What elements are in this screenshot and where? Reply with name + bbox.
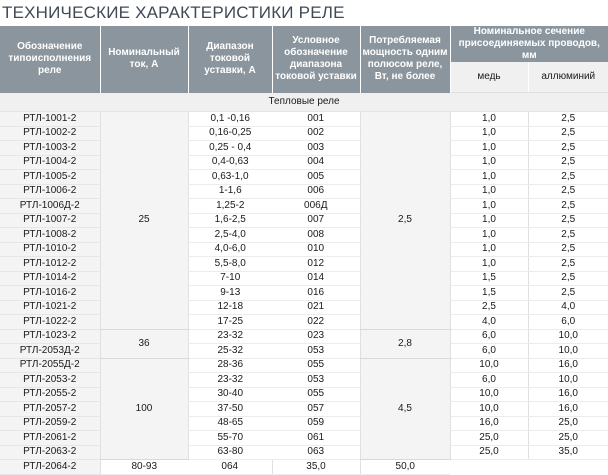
header-current-range: Диапазон токовой уставки, А (188, 26, 272, 93)
cell-aluminum: 2,5 (528, 184, 608, 199)
cell-current-range: 9-13 (188, 286, 272, 301)
cell-aluminum: 50,0 (360, 460, 450, 475)
cell-model: РТЛ-2053-2 (0, 373, 100, 388)
cell-copper: 10,0 (450, 402, 528, 417)
table-row (0, 445, 608, 460)
cell-copper: 6,0 (450, 373, 528, 388)
cell-model: РТЛ-1007-2 (0, 213, 100, 228)
cell-copper: 2,5 (450, 300, 528, 315)
cell-aluminum: 2,5 (528, 257, 608, 272)
cell-aluminum: 2,5 (528, 228, 608, 243)
cell-range-code: 010 (272, 242, 360, 257)
cell-range-code: 007 (272, 213, 360, 228)
table-row (0, 358, 608, 373)
header-aluminum: аллюминий (528, 62, 608, 93)
cell-aluminum: 16,0 (528, 402, 608, 417)
cell-copper: 1,0 (450, 184, 528, 199)
cell-range-code: 021 (272, 300, 360, 315)
cell-range-code: 005 (272, 170, 360, 185)
cell-model: РТЛ-1016-2 (0, 286, 100, 301)
cell-model: РТЛ-1008-2 (0, 228, 100, 243)
cell-current-range: 1-1,6 (188, 184, 272, 199)
table-row (0, 228, 608, 243)
cell-copper: 25,0 (450, 445, 528, 460)
cell-model: РТЛ-2061-2 (0, 431, 100, 446)
cell-current-range: 28-36 (188, 358, 272, 373)
cell-copper: 35,0 (272, 460, 360, 475)
cell-range-code: 003 (272, 141, 360, 156)
cell-range-code: 008 (272, 228, 360, 243)
cell-current-range: 4,0-6,0 (188, 242, 272, 257)
cell-aluminum: 25,0 (528, 431, 608, 446)
table-row (0, 184, 608, 199)
cell-model: РТЛ-1002-2 (0, 126, 100, 141)
header-nominal-current: Номинальный ток, А (100, 26, 188, 93)
table-row (0, 329, 608, 344)
cell-range-code: 022 (272, 315, 360, 330)
cell-copper: 1,0 (450, 170, 528, 185)
cell-power: 2,5 (360, 112, 450, 330)
cell-range-code: 053 (272, 373, 360, 388)
cell-model: РТЛ-2064-2 (0, 460, 100, 475)
cell-copper: 1,0 (450, 155, 528, 170)
table-row (0, 416, 608, 431)
cell-current-range: 1,25-2 (188, 199, 272, 214)
cell-range-code: 053 (272, 344, 360, 359)
cell-aluminum: 10,0 (528, 373, 608, 388)
cell-current-range: 0,16-0,25 (188, 126, 272, 141)
cell-copper: 10,0 (450, 358, 528, 373)
cell-copper: 1,0 (450, 141, 528, 156)
cell-copper: 1,0 (450, 126, 528, 141)
cell-aluminum: 25,0 (528, 416, 608, 431)
cell-model: РТЛ-1012-2 (0, 257, 100, 272)
cell-current-range: 55-70 (188, 431, 272, 446)
cell-aluminum: 16,0 (528, 387, 608, 402)
table-row (0, 315, 608, 330)
relay-specs-table (0, 26, 608, 475)
cell-model: РТЛ-1003-2 (0, 141, 100, 156)
cell-model: РТЛ-1022-2 (0, 315, 100, 330)
table-row (0, 271, 608, 286)
cell-current-range: 37-50 (188, 402, 272, 417)
cell-aluminum: 35,0 (528, 445, 608, 460)
cell-aluminum: 4,0 (528, 300, 608, 315)
cell-current-range: 0,25 - 0,4 (188, 141, 272, 156)
cell-model: РТЛ-2055-2 (0, 387, 100, 402)
cell-model: РТЛ-1004-2 (0, 155, 100, 170)
table-row (0, 402, 608, 417)
cell-copper: 1,0 (450, 213, 528, 228)
cell-model: РТЛ-1021-2 (0, 300, 100, 315)
table-row (0, 112, 608, 127)
cell-model: РТЛ-1023-2 (0, 329, 100, 344)
header-range-code: Условное обозначение диапазона токовой уставки (272, 26, 360, 93)
cell-model: РТЛ-1005-2 (0, 170, 100, 185)
cell-current-range: 0,1 -0,16 (188, 112, 272, 127)
cell-model: РТЛ-1006-2 (0, 184, 100, 199)
cell-model: РТЛ-2053Д-2 (0, 344, 100, 359)
table-row (0, 242, 608, 257)
table-row (0, 387, 608, 402)
cell-current-range: 30-40 (188, 387, 272, 402)
cell-range-code: 004 (272, 155, 360, 170)
table-row (0, 199, 608, 214)
table-row (0, 155, 608, 170)
cell-model: РТЛ-1010-2 (0, 242, 100, 257)
cell-copper: 1,0 (450, 228, 528, 243)
cell-model: РТЛ-1014-2 (0, 271, 100, 286)
table-row (0, 257, 608, 272)
cell-range-code: 055 (272, 387, 360, 402)
cell-aluminum: 2,5 (528, 199, 608, 214)
cell-copper: 25,0 (450, 431, 528, 446)
cell-nominal-current: 25 (100, 112, 188, 330)
header-power: Потребляемая мощность одним полюсом реле, Вт, не более (360, 26, 450, 93)
table-row (0, 431, 608, 446)
cell-copper: 16,0 (450, 416, 528, 431)
cell-aluminum: 2,5 (528, 126, 608, 141)
cell-range-code: 059 (272, 416, 360, 431)
cell-model: РТЛ-2063-2 (0, 445, 100, 460)
cell-aluminum: 16,0 (528, 358, 608, 373)
cell-copper: 1,0 (450, 112, 528, 127)
table-row (0, 344, 608, 359)
cell-current-range: 80-93 (100, 460, 188, 475)
cell-aluminum: 6,0 (528, 315, 608, 330)
cell-copper: 1,5 (450, 286, 528, 301)
cell-aluminum: 10,0 (528, 329, 608, 344)
cell-current-range: 0,63-1,0 (188, 170, 272, 185)
cell-copper: 6,0 (450, 344, 528, 359)
cell-range-code: 001 (272, 112, 360, 127)
cell-current-range: 12-18 (188, 300, 272, 315)
cell-range-code: 014 (272, 271, 360, 286)
cell-nominal-current: 100 (100, 358, 188, 460)
cell-aluminum: 2,5 (528, 242, 608, 257)
cell-current-range: 1,6-2,5 (188, 213, 272, 228)
cell-model: РТЛ-2057-2 (0, 402, 100, 417)
table-row (0, 300, 608, 315)
table-row (0, 460, 608, 475)
cell-nominal-current: 36 (100, 329, 188, 358)
cell-copper: 1,0 (450, 242, 528, 257)
cell-range-code: 006 (272, 184, 360, 199)
cell-range-code: 057 (272, 402, 360, 417)
table-row (0, 286, 608, 301)
cell-copper: 1,0 (450, 199, 528, 214)
cell-aluminum: 10,0 (528, 344, 608, 359)
cell-aluminum: 2,5 (528, 141, 608, 156)
cell-current-range: 17-25 (188, 315, 272, 330)
cell-aluminum: 2,5 (528, 170, 608, 185)
cell-range-code: 016 (272, 286, 360, 301)
cell-copper: 6,0 (450, 329, 528, 344)
section-heading: Тепловые реле (0, 93, 608, 112)
cell-aluminum: 2,5 (528, 213, 608, 228)
table-row (0, 141, 608, 156)
cell-power: 4,5 (360, 358, 450, 460)
cell-aluminum: 2,5 (528, 286, 608, 301)
cell-current-range: 0,4-0,63 (188, 155, 272, 170)
cell-model: РТЛ-1001-2 (0, 112, 100, 127)
header-wire-section: Номинальное сечение присоединяемых проводов, мм (450, 26, 608, 62)
cell-copper: 1,0 (450, 257, 528, 272)
cell-copper: 4,0 (450, 315, 528, 330)
cell-range-code: 064 (188, 460, 272, 475)
cell-model: РТЛ-1006Д-2 (0, 199, 100, 214)
page-title: ТЕХНИЧЕСКИЕ ХАРАКТЕРИСТИКИ РЕЛЕ (2, 3, 345, 22)
cell-current-range: 2,5-4,0 (188, 228, 272, 243)
cell-range-code: 061 (272, 431, 360, 446)
header-model: Обозначение типоисполнения реле (0, 26, 100, 93)
cell-copper: 10,0 (450, 387, 528, 402)
cell-current-range: 5,5-8,0 (188, 257, 272, 272)
table-row (0, 373, 608, 388)
cell-current-range: 23-32 (188, 373, 272, 388)
table-row (0, 213, 608, 228)
cell-model: РТЛ-2059-2 (0, 416, 100, 431)
cell-aluminum: 2,5 (528, 155, 608, 170)
cell-current-range: 63-80 (188, 445, 272, 460)
cell-range-code: 023 (272, 329, 360, 344)
cell-aluminum: 2,5 (528, 271, 608, 286)
table-row (0, 126, 608, 141)
cell-power: 2,8 (360, 329, 450, 358)
table-row (0, 170, 608, 185)
cell-range-code: 012 (272, 257, 360, 272)
cell-aluminum: 2,5 (528, 112, 608, 127)
cell-current-range: 48-65 (188, 416, 272, 431)
cell-range-code: 006Д (272, 199, 360, 214)
cell-current-range: 7-10 (188, 271, 272, 286)
cell-current-range: 23-32 (188, 329, 272, 344)
cell-range-code: 002 (272, 126, 360, 141)
cell-range-code: 055 (272, 358, 360, 373)
cell-model: РТЛ-2055Д-2 (0, 358, 100, 373)
cell-copper: 1,5 (450, 271, 528, 286)
header-copper: медь (450, 62, 528, 93)
cell-current-range: 25-32 (188, 344, 272, 359)
cell-range-code: 063 (272, 445, 360, 460)
